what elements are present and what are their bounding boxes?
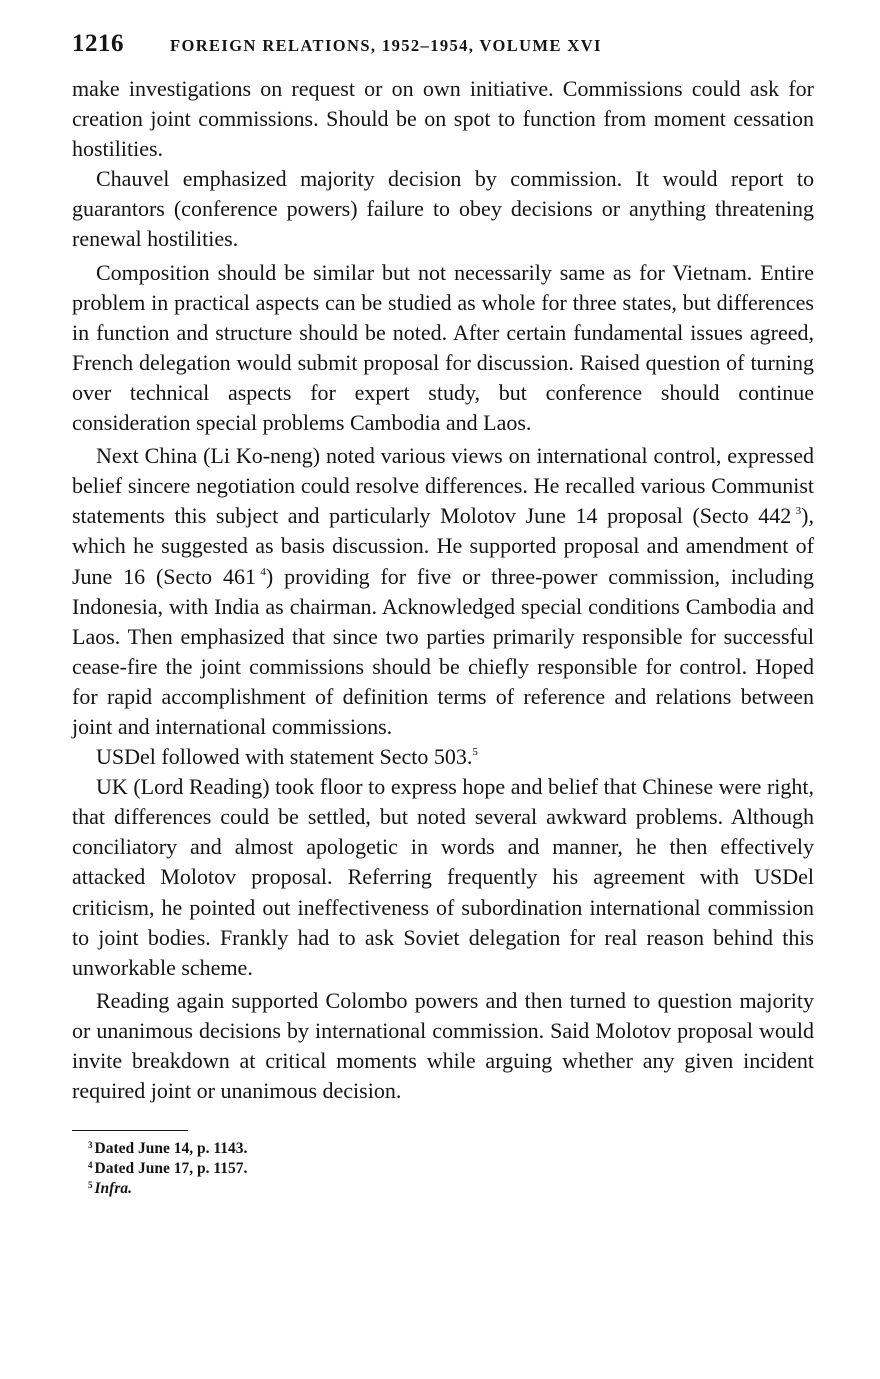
paragraph-5	[72, 742, 814, 772]
page-header	[72, 30, 814, 74]
paragraph-6: UK (Lord Reading) took floor to express hope and belief that Chinese were right, that differences could be settled, but noted several awkward problems. Although conciliatory and almost apologetic in words and manner, he then effectively attacked Molotov proposal. Referring frequently his agreement with USDel criticism, he pointed out ineffectiveness of subordination international commission to joint bodies. Frankly had to ask Soviet delegation for real reason behind this unworkable scheme.	[72, 774, 814, 980]
paragraph-3: Composition should be similar but not necessarily same as for Vietnam. Entire problem in practical aspects can be studied as whole for three states, but differences in function and structure should be noted. After certain fundamental issues agreed, French delegation would submit proposal for discussion. Raised question of turning over technical aspects for expert study, but conference should continue consideration special problems Cambodia and Laos.	[72, 259, 814, 436]
footnote-3	[88, 1139, 814, 1159]
paragraph-2: Chauvel emphasized majority decision by commission. It would report to guarantors (conference powers) failure to obey decisions or anything threatening renewal hostilities.	[72, 166, 814, 252]
paragraph-4-part-a: Next China (Li Ko-neng) noted various views on international control, expressed belief sincere negotiation could resolve differences. He recalled various Communist statements this subject and particularly Molotov June 14 proposal (Secto 442	[72, 443, 814, 529]
page-number: 1216	[72, 30, 124, 57]
paragraph-5-text: USDel followed with statement Secto 503.	[96, 744, 473, 770]
footnote-text: Infra.	[94, 1180, 132, 1198]
paragraph-4-part-c: ) providing for five or three-power commission, including Indonesia, with India as chairman. Acknowledged special conditions Cambodia and Laos. Then emphasized that since two parties primarily responsible for successful cease-fire the joint commissions should be chiefly responsible for control. Hoped for rapid accomplishment of definition terms of reference and relations between joint and international commissions.	[72, 563, 814, 739]
footnote-ref-3[interactable]: 3	[795, 505, 802, 518]
footnote-mark: 5	[88, 1180, 93, 1191]
footnote-5	[88, 1179, 814, 1199]
footnote-ref-5[interactable]: 5	[472, 746, 478, 759]
paragraph-7: Reading again supported Colombo powers and then turned to question majority or unanimous decisions by international commission. Said Molotov proposal would invite breakdown at critical moments while arguing whether any given incident required joint or unanimous decision.	[72, 987, 814, 1104]
footnote-ref-4[interactable]: 4	[260, 565, 266, 578]
paragraph-1: make investigations on request or on own initiative. Commissions could ask for creation joint commissions. Should be on spot to function from moment cessation hostilities.	[72, 76, 814, 162]
footnotes	[88, 1139, 814, 1199]
paragraph-4	[72, 441, 814, 742]
running-head: FOREIGN RELATIONS, 1952–1954, VOLUME XVI	[170, 36, 602, 55]
footnote-mark: 4	[88, 1160, 93, 1171]
footnote-text: Dated June 14, p. 1143.	[94, 1140, 248, 1158]
footnote-mark: 3	[88, 1140, 93, 1151]
body-text	[72, 74, 814, 1106]
footnote-divider	[72, 1130, 188, 1131]
document-page	[72, 30, 814, 1199]
paragraph-4-part-b: ), which he suggested as basis discussion. He supported proposal and amendment of June 16 (Secto 461	[72, 503, 814, 589]
footnote-text: Dated June 17, p. 1157.	[94, 1160, 248, 1178]
footnote-4	[88, 1159, 814, 1179]
